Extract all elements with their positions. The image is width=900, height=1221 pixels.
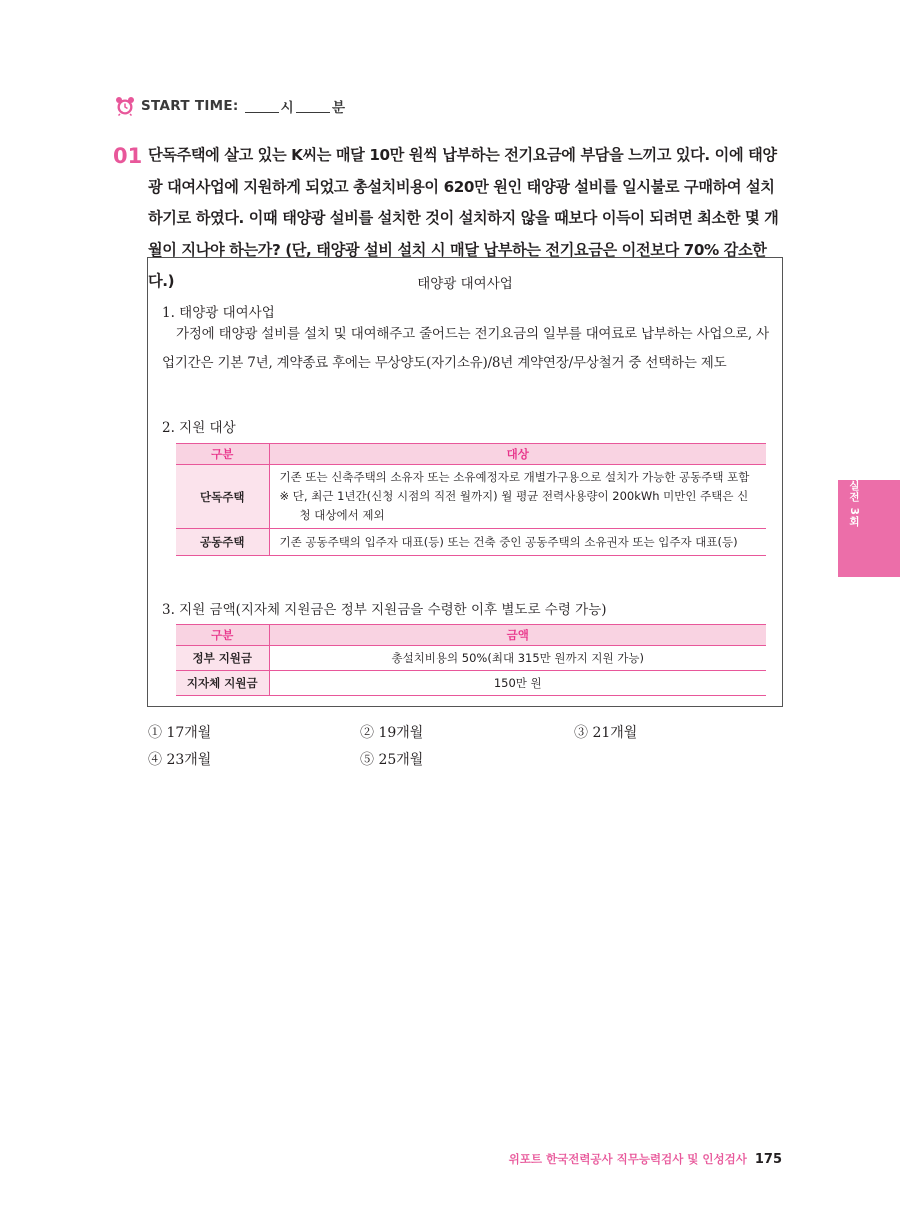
- answer-choice-4[interactable]: ④ 23개월: [148, 752, 212, 768]
- table-header-row: [176, 625, 766, 646]
- header-category: 구분: [176, 625, 269, 646]
- local-amount: 150만 원: [269, 671, 766, 696]
- minute-blank: [296, 99, 330, 113]
- minute-label: 분: [331, 100, 346, 116]
- header-target: 대상: [269, 444, 766, 465]
- table-row: [176, 646, 766, 671]
- section-2-heading: 2. 지원 대상: [162, 420, 236, 436]
- info-box: [147, 257, 783, 707]
- page-footer: [509, 1151, 782, 1167]
- apartment-target: 기존 공동주택의 입주자 대표(등) 또는 건축 중인 공동주택의 소유권자 또는 입주자 대표(등): [269, 529, 766, 556]
- hour-blank: [245, 99, 279, 113]
- side-tab-label: 실전 3회: [848, 480, 860, 528]
- section-1-heading: 1. 태양광 대여사업: [162, 305, 275, 321]
- detached-house-target: 기존 또는 신축주택의 소유자 또는 소유예정자로 개별가구용으로 설치가 가능한 공동주택 포함: [279, 470, 750, 484]
- support-target-table: [176, 443, 766, 556]
- row-label-detached-house: 단독주택: [176, 465, 269, 529]
- answer-choice-3[interactable]: ③ 21개월: [574, 725, 638, 741]
- question-text: 단독주택에 살고 있는 K씨는 매달 10만 원씩 납부하는 전기요금에 부담을 느끼고 있다. 이에 태양광 대여사업에 지원하게 되었고 총설치비용이 620만 원인 태양광 설비를 일시불로 구매하여 설치하기로 하였다. 이때 태양광 설비를 설치한 것이 설치하지 않을 때보다 이득이 되려면 최소한 몇 개월이 지나야 하는가? (단, 태양광 설비 설치 시 매달 납부하는 전기요금은 이전보다 70% 감소한다.): [148, 146, 779, 290]
- alarm-clock-icon: [115, 96, 135, 116]
- section-1-body: 가정에 태양광 설비를 설치 및 대여해주고 줄어드는 전기요금의 일부를 대여료로 납부하는 사업으로, 사업기간은 기본 7년, 계약종료 후에는 무상양도(자기소유)/8년 계약연장/무상철거 중 선택하는 제도: [162, 326, 769, 371]
- section-side-tab: [838, 480, 900, 577]
- table-row: [176, 529, 766, 556]
- detached-house-note: ※ 단, 최근 1년간(신청 시점의 직전 월까지) 월 평균 전력사용량이 200kWh 미만인 주택은 신청 대상에서 제외: [279, 489, 749, 522]
- row-label-local: 지자체 지원금: [176, 671, 269, 696]
- answer-choice-2[interactable]: ② 19개월: [360, 725, 424, 741]
- government-amount: 총설치비용의 50%(최대 315만 원까지 지원 가능): [269, 646, 766, 671]
- table-header-row: [176, 444, 766, 465]
- answer-choice-1[interactable]: ① 17개월: [148, 725, 212, 741]
- table-row: [176, 671, 766, 696]
- footer-book-title: 위포트 한국전력공사 직무능력검사 및 인성검사: [508, 1152, 747, 1166]
- section-3-heading: 3. 지원 금액(지자체 지원금은 정부 지원금을 수령한 이후 별도로 수령 가능): [162, 602, 607, 618]
- header-amount: 금액: [269, 625, 766, 646]
- start-time-header: [115, 96, 345, 116]
- header-category: 구분: [176, 444, 269, 465]
- hour-label: 시: [280, 100, 294, 116]
- page-number: 175: [754, 1152, 782, 1167]
- row-label-government: 정부 지원금: [176, 646, 269, 671]
- table-row: [176, 465, 766, 529]
- row-label-apartment: 공동주택: [176, 529, 269, 556]
- box-title: 태양광 대여사업: [417, 276, 513, 292]
- support-amount-table: [176, 624, 766, 696]
- answer-choice-5[interactable]: ⑤ 25개월: [360, 752, 424, 768]
- question-number: 01: [113, 144, 143, 168]
- start-time-label: START TIME:: [141, 98, 239, 114]
